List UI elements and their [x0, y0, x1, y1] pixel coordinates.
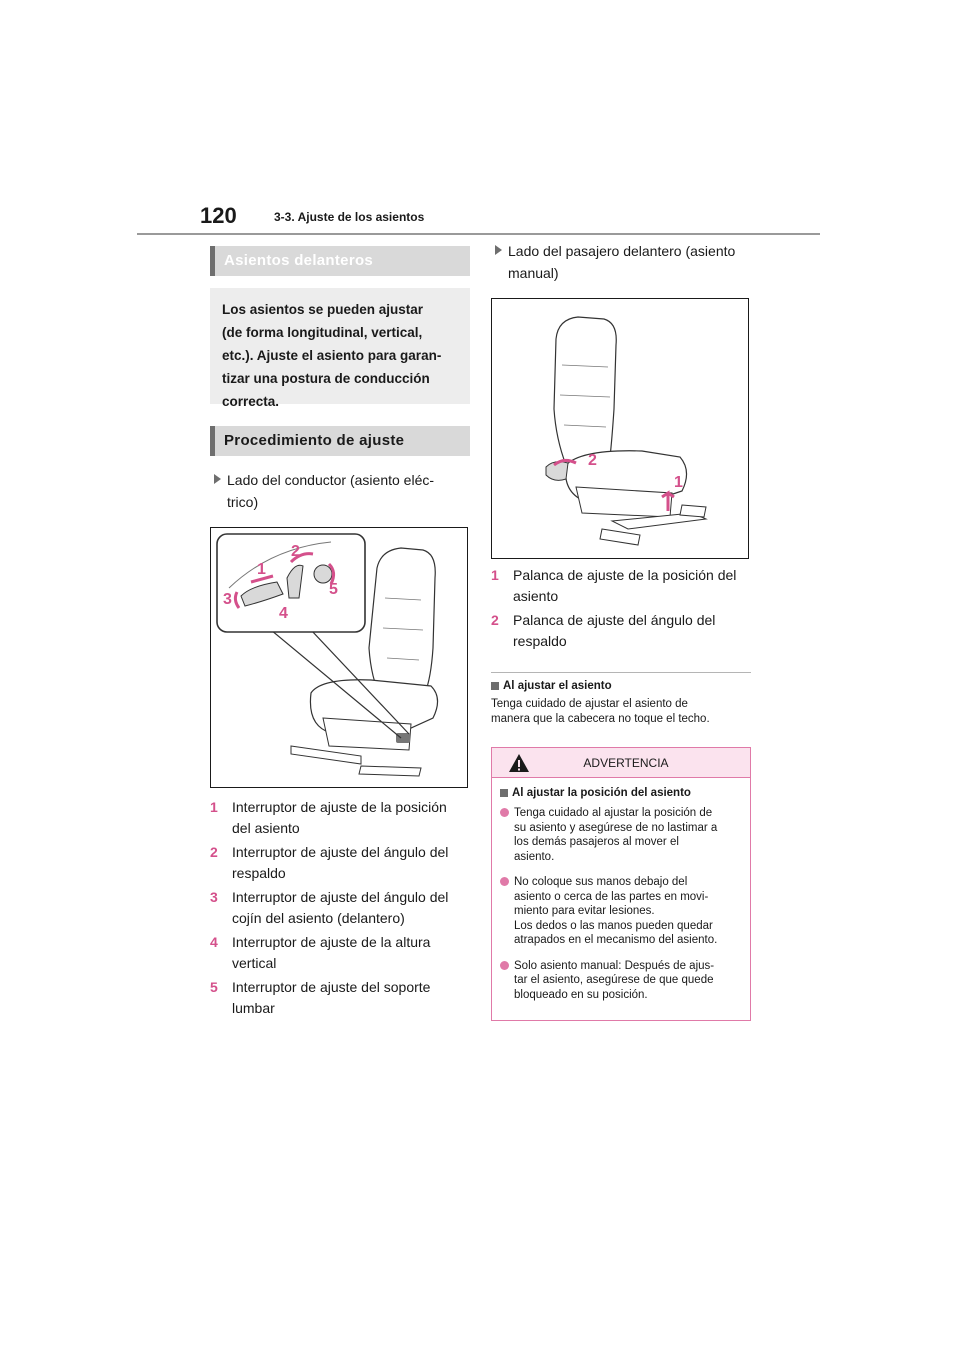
list-item: 2 Interruptor de ajuste del ángulo del respaldo [210, 844, 449, 881]
warning-header [492, 748, 750, 778]
list-item: 4 Interruptor de ajuste de la altura vertical [210, 934, 431, 971]
heading-front-seats-text: Asientos delanteros [224, 252, 374, 269]
heading-procedure [210, 426, 470, 456]
passenger-label-line: manual) [508, 265, 559, 281]
heading-bar [210, 426, 215, 456]
item-number: 1 [491, 567, 499, 583]
list-item: 1 Palanca de ajuste de la posición del asiento [491, 567, 737, 604]
header-divider [137, 233, 820, 235]
list-item: 5 Interruptor de ajuste del soporte lumbar [210, 979, 431, 1016]
intro-line: (de forma longitudinal, vertical, [222, 325, 423, 340]
callout-3: 3 [223, 591, 232, 608]
passenger-label-line: Lado del pasajero delantero (asiento [491, 240, 751, 262]
item-number: 4 [210, 934, 218, 950]
triangle-bullet-icon [214, 474, 221, 484]
triangle-bullet-icon [495, 245, 502, 255]
note-divider [491, 672, 751, 673]
dot-bullet-icon [500, 808, 509, 817]
item-number: 2 [491, 612, 499, 628]
callout-1: 1 [674, 474, 683, 491]
callout-4: 4 [279, 605, 288, 622]
warning-body [492, 778, 750, 1002]
warning-title: ADVERTENCIA [583, 756, 669, 770]
passenger-lever-list [491, 565, 751, 652]
callout-5: 5 [329, 581, 338, 598]
square-bullet-icon [500, 789, 508, 797]
driver-switch-list [210, 797, 470, 1019]
page-number: 120 [200, 203, 237, 228]
callout-2: 2 [588, 452, 597, 469]
driver-seat-figure [210, 527, 468, 788]
list-item: 3 Interruptor de ajuste del ángulo del cojín del asiento (delantero) [210, 889, 449, 926]
intro-line: tizar una postura de conducción [222, 371, 430, 386]
intro-line: correcta. [222, 394, 280, 409]
driver-label-line: trico) [227, 494, 259, 510]
item-number: 5 [210, 979, 218, 995]
section-title: 3-3. Ajuste de los asientos [274, 210, 425, 224]
callout-2: 2 [291, 543, 300, 560]
note-heading: Al ajustar el asiento [491, 679, 751, 694]
intro-box [210, 288, 470, 409]
warning-item: Solo asiento manual: Después de ajus- tar el asiento, asegúrese de que quede bloqueado en su posición. [500, 959, 742, 1003]
list-item: 2 Palanca de ajuste del ángulo del respaldo [491, 612, 716, 649]
dot-bullet-icon [500, 961, 509, 970]
driver-side-label [210, 469, 470, 513]
passenger-seat-figure [491, 298, 749, 559]
left-column [210, 246, 470, 1022]
callout-1: 1 [257, 561, 266, 578]
right-column [491, 240, 751, 1021]
list-item: 1 Interruptor de ajuste de la posición del asiento [210, 799, 447, 836]
driver-label-line: Lado del conductor (asiento eléc- [210, 469, 470, 491]
warning-box [491, 747, 751, 1021]
note-body: Tenga cuidado de ajustar el asiento de manera que la cabecera no toque el techo. [491, 698, 710, 725]
passenger-seat-illustration [492, 299, 748, 558]
warning-item: Tenga cuidado al ajustar la posición de su asiento y asegúrese de no lastimar a los demás pasajeros al mover el asiento. [500, 806, 742, 864]
item-number: 2 [210, 844, 218, 860]
page-header [200, 203, 820, 233]
warning-triangle-icon [508, 753, 530, 773]
item-number: 1 [210, 799, 218, 815]
dot-bullet-icon [500, 877, 509, 886]
passenger-side-label [491, 240, 751, 284]
square-bullet-icon [491, 682, 499, 690]
heading-procedure-text: Procedimiento de ajuste [224, 432, 405, 449]
warning-subtitle: Al ajustar la posición del asiento [500, 786, 742, 801]
driver-seat-illustration [211, 528, 467, 787]
warning-item: No coloque sus manos debajo del asiento o cerca de las partes en movi- miento para evitar lesiones. Los dedos o las manos pueden quedar atrapados en el mecanismo del asiento. [500, 875, 742, 948]
intro-line: etc.). Ajuste el asiento para garan- [222, 348, 442, 363]
item-number: 3 [210, 889, 218, 905]
heading-bar [210, 246, 215, 276]
heading-front-seats [210, 246, 470, 276]
intro-line: Los asientos se pueden ajustar [222, 302, 424, 317]
